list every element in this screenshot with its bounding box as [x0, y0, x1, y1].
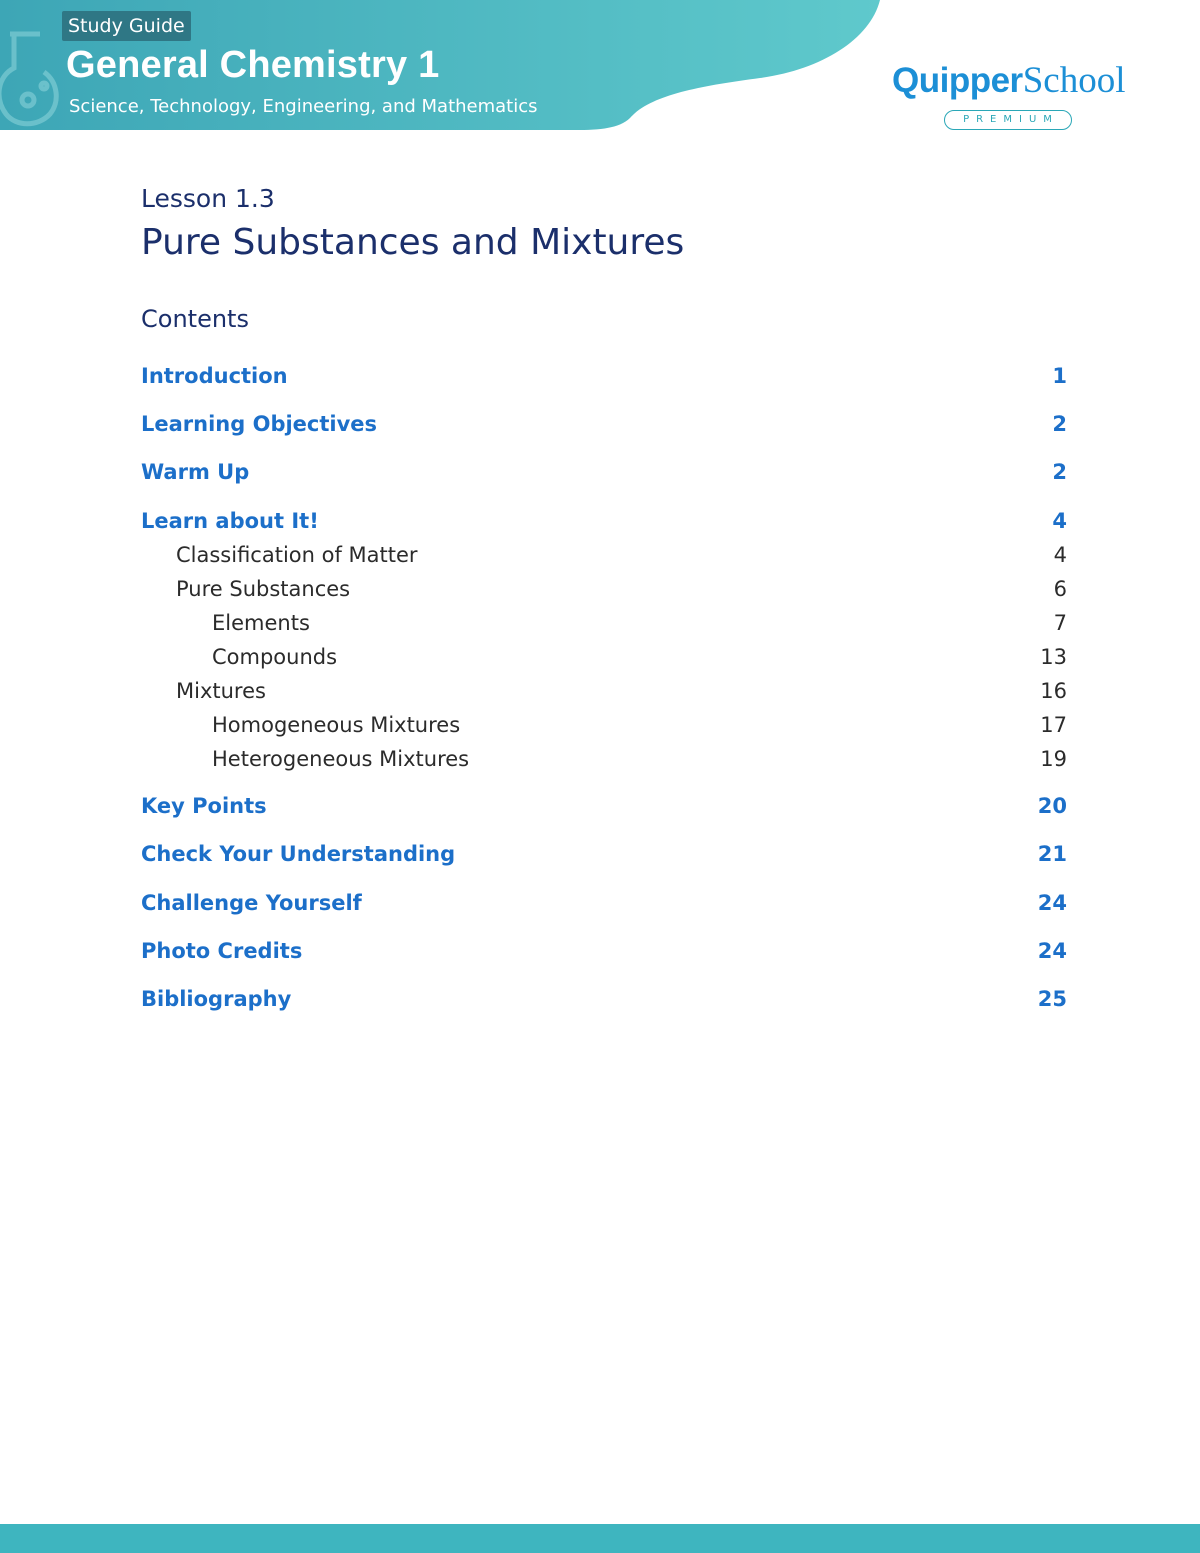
toc-item-label: Homogeneous Mixtures	[212, 713, 461, 737]
toc-item-label: Challenge Yourself	[141, 891, 362, 915]
toc-item-mixtures[interactable]	[141, 676, 1067, 706]
toc-item-page: 20	[1037, 794, 1067, 818]
toc-item-bibliography[interactable]	[141, 984, 1067, 1014]
quipper-school-logo	[892, 60, 1132, 140]
toc-item-key-points[interactable]	[141, 791, 1067, 821]
study-guide-badge: Study Guide	[62, 11, 191, 41]
toc-item-page: 13	[1040, 645, 1067, 669]
toc-item-homogeneous-mixtures[interactable]	[141, 710, 1067, 740]
toc-item-learn-about-it[interactable]	[141, 506, 1067, 536]
toc-item-page: 7	[1053, 611, 1067, 635]
toc-item-page: 24	[1037, 939, 1067, 963]
toc-item-page: 16	[1040, 679, 1067, 703]
toc-item-label: Elements	[212, 611, 310, 635]
toc-item-pure-substances[interactable]	[141, 574, 1067, 604]
lesson-label: Lesson 1.3	[141, 184, 275, 213]
brand-tier-badge: PREMIUM	[944, 110, 1072, 130]
toc-item-introduction[interactable]	[141, 361, 1067, 391]
toc-item-elements[interactable]	[141, 608, 1067, 638]
toc-item-classification-of-matter[interactable]	[141, 540, 1067, 570]
toc-item-challenge-yourself[interactable]	[141, 888, 1067, 918]
toc-item-label: Photo Credits	[141, 939, 303, 963]
footer-bar	[0, 1524, 1200, 1553]
brand-name	[892, 60, 1125, 102]
toc-item-label: Classification of Matter	[176, 543, 418, 567]
toc-item-page: 4	[1052, 509, 1067, 533]
toc-item-label: Learn about It!	[141, 509, 319, 533]
toc-item-label: Bibliography	[141, 987, 292, 1011]
course-title: General Chemistry 1	[66, 44, 440, 86]
toc-item-check-your-understanding[interactable]	[141, 839, 1067, 869]
toc-item-label: Mixtures	[176, 679, 266, 703]
toc-item-page: 2	[1052, 412, 1067, 436]
toc-item-page: 4	[1053, 543, 1067, 567]
toc-item-page: 6	[1053, 577, 1067, 601]
toc-item-label: Heterogeneous Mixtures	[212, 747, 470, 771]
contents-heading: Contents	[141, 305, 249, 333]
toc-item-label: Introduction	[141, 364, 288, 388]
brand-name-regular: School	[1022, 60, 1126, 101]
flask-icon	[0, 28, 64, 130]
toc-item-warm-up[interactable]	[141, 457, 1067, 487]
toc-item-compounds[interactable]	[141, 642, 1067, 672]
toc-item-label: Compounds	[212, 645, 338, 669]
toc-item-page: 24	[1037, 891, 1067, 915]
toc-item-label: Check Your Understanding	[141, 842, 456, 866]
toc-item-page: 25	[1037, 987, 1067, 1011]
toc-item-page: 21	[1037, 842, 1067, 866]
brand-name-bold: Quipper	[892, 61, 1023, 100]
course-subtitle: Science, Technology, Engineering, and Mathematics	[69, 96, 538, 117]
toc-item-page: 17	[1040, 713, 1067, 737]
toc-item-page: 2	[1052, 460, 1067, 484]
toc-item-page: 19	[1040, 747, 1067, 771]
toc-item-label: Pure Substances	[176, 577, 351, 601]
toc-item-learning-objectives[interactable]	[141, 409, 1067, 439]
toc-item-label: Key Points	[141, 794, 267, 818]
lesson-title: Pure Substances and Mixtures	[141, 222, 685, 263]
toc-item-heterogeneous-mixtures[interactable]	[141, 744, 1067, 774]
toc-item-label: Learning Objectives	[141, 412, 378, 436]
toc-item-page: 1	[1052, 364, 1067, 388]
toc-item-label: Warm Up	[141, 460, 250, 484]
toc-item-photo-credits[interactable]	[141, 936, 1067, 966]
